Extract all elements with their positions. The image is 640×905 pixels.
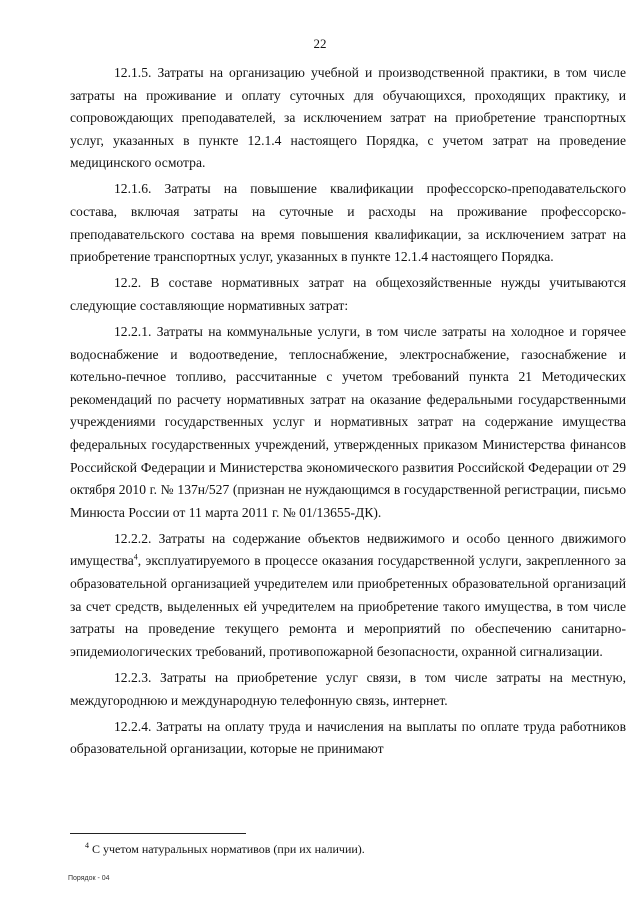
- paragraph-12-2-2-end: , эксплуатируемого в процессе оказания государственной услуги, закрепленного за образовательной организацией учредителем или приобретенных образовательной организаций за счет средств, выделенных ей учредителем на приобретение такого имущества, в том числе затраты на проведение текущего ремонта и мероприятий по обеспечению санитарно-эпидемиологических требований, противопожарной безопасности, охранной сигнализации.: [70, 553, 626, 659]
- paragraph-12-2-1: 12.2.1. Затраты на коммунальные услуги, в том числе затраты на холодное и горячее водоснабжение и водоотведение, теплоснабжение, электроснабжение, газоснабжение и котельно-печное топливо, рассчитанные с учетом требований пункта 21 Методических рекомендаций по расчету нормативных затрат на оказание федеральными государственными учреждениями государственных услуг и нормативных затрат на содержание имущества федеральных государственных учреждений, утвержденных приказом Министерства финансов Российской Федерации и Министерства экономического развития Российской Федерации от 29 октября 2010 г. № 137н/527 (признан не нуждающимся в государственной регистрации, письмо Минюста России от 11 марта 2011 г. № 01/13655-ДК).: [70, 324, 626, 520]
- footnote-text: С учетом натуральных нормативов (при их наличии).: [92, 842, 365, 856]
- page-number: 22: [313, 36, 327, 51]
- paragraph-12-2-2: [70, 528, 626, 664]
- body-text: [70, 62, 626, 764]
- paragraph-12-2-3: 12.2.3. Затраты на приобретение услуг связи, в том числе затраты на местную, междугороднюю и международную телефонную связь, интернет.: [70, 669, 626, 708]
- footnote-reference: 4: [133, 552, 138, 562]
- paragraph-12-1-5: 12.1.5. Затраты на организацию учебной и производственной практики, в том числе затраты на проживание и оплату суточных для обучающихся, проходящих практику, и сопровождающих преподавателей, за исключением затрат на приобретение транспортных услуг, указанных в пункте 12.1.4 настоящего Порядка, с учетом затрат на проведение медицинского осмотра.: [70, 65, 626, 171]
- footnote-divider: [70, 833, 246, 834]
- footnote: [85, 841, 605, 857]
- paragraph-12-2-4: 12.2.4. Затраты на оплату труда и начисления на выплаты по оплате труда работников образовательной организации, которые не принимают: [70, 718, 626, 757]
- footnote-mark: 4: [85, 841, 89, 850]
- paragraph-12-2: 12.2. В составе нормативных затрат на общехозяйственные нужды учитываются следующие составляющие нормативных затрат:: [70, 275, 626, 313]
- document-label: Порядок - 04: [68, 875, 110, 882]
- paragraph-12-1-6: 12.1.6. Затраты на повышение квалификации профессорско-преподавательского состава, включая затраты на суточные и расходы на проживание профессорско-преподавательского состава на время повышения квалификации, за исключением затрат на приобретение транспортных услуг, указанных в пункте 12.1.4 настоящего Порядка.: [70, 181, 626, 265]
- paragraph-12-2-2-start: 12.2.2. Затраты на содержание объектов недвижимого и особо ценного движимого имущества: [70, 530, 626, 569]
